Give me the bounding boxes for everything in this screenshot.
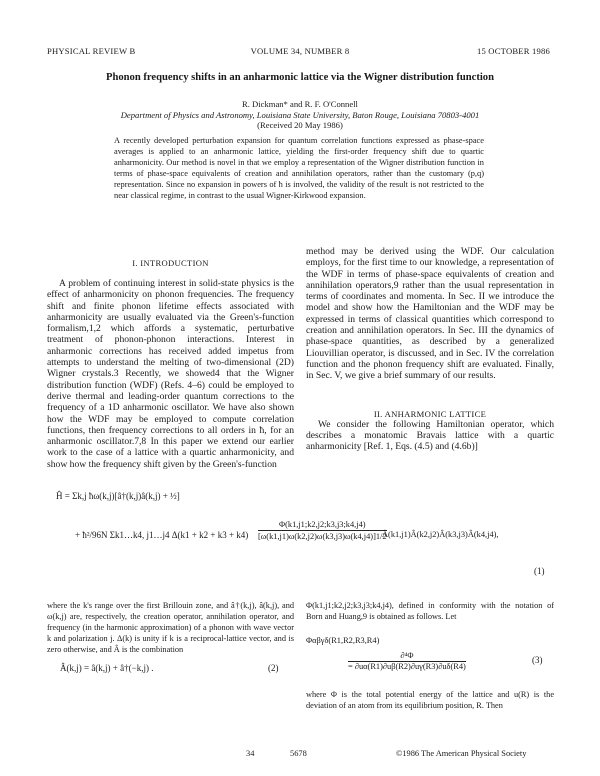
authors: R. Dickman* and R. F. O'Connell (242, 99, 358, 109)
received-date: (Received 20 May 1986) (257, 120, 343, 130)
affiliation: Department of Physics and Astronomy, Louisiana State University, Baton Rouge, Louisiana 70803-4001 (120, 110, 480, 120)
fraction-denominator: = ∂uα(R1)∂uβ(R2)∂uγ(R3)∂uδ(R4) (348, 662, 466, 671)
equation-1-tail: Â(k1,j1)Â(k2,j2)Â(k3,j3)Â(k4,j4), (382, 530, 499, 539)
paragraph: A problem of continuing interest in solid-state physics is the effect of anharmonicity on phonon frequencies. The frequency shift and finite phonon lifetime effects associated with anharmonicity are usually evaluated via the Green's-function formalism,1,2 which affords a systematic, perturbative treatment of phonon-phonon interactions. Interest in anharmonic corrections has received added impetus from attempts to understand the melting of two-dimensional (2D) Wigner crystals.3 Recently, we showed4 that the Wigner distribution function (WDF) (Refs. 4–6) could be employed to derive thermal and leading-order quantum corrections to the frequency of a 1D anharmonic oscillator. We have also shown how the WDF may be employed to compute correlation functions, then frequency corrections to all orders in ħ, for an anharmonic oscillator.7,8 In this paper we extend our earlier work to the case of a lattice with a quartic anharmonicity, and show how the frequency shift given by the Green's-function (47, 278, 294, 470)
issue-date: 15 OCTOBER 1986 (476, 46, 550, 56)
equation-3-fraction (348, 651, 466, 671)
fraction-denominator: [ω(k1,j1)ω(k2,j2)ω(k3,j3)ω(k4,j4)]1/2 (258, 532, 387, 541)
abstract: A recently developed perturbation expansion for quantum correlation functions expressed as phase-space averages is applied to an anharmonic lattice, yielding the first-order frequency shift due to quartic anharmonicity. Our method is novel in that we employ a representation of the Wigner distribution function in terms of phase-space equivalents of creation and annihilation operators, rather than the customary (p,q) representation. Since no expansion in powers of ħ is involved, the validity of the result is not restricted to the near classical regime, in contrast to the usual Wigner-Kirkwood expansion. (114, 136, 484, 201)
section-heading-introduction: I. INTRODUCTION (132, 258, 209, 268)
equation-1-fraction (258, 520, 387, 541)
column-three-text: where the k's range over the first Brillouin zone, and â†(k,j), â(k,j), and ω(k,j) are, respectively, the creation operator, annihilation operator, and frequency (in the harmonic approximation) of a phonon with wave vector k and polarization j. Δ(k) is unity if k is a reciprocal-lattice vector, and is zero otherwise, and Â is the combination (47, 601, 294, 654)
introduction-text (47, 268, 294, 470)
column-four-continued: where Φ is the total potential energy of the lattice and u(R) is the deviation of an atom from its equilibrium position, R. Then (306, 690, 554, 710)
equation-3-lhs: Φαβγδ(R1,R2,R3,R4) (306, 636, 380, 645)
column-four-text: Φ(k1,j1;k2,j2;k3,j3;k4,j4), defined in conformity with the notation of Born and Huang,9 is obtained as follows. Let (306, 601, 554, 621)
fraction-numerator: Φ(k1,j1;k2,j2;k3,j3;k4,j4) (258, 520, 387, 531)
volume-mark: 34 (246, 749, 255, 758)
journal-name: PHYSICAL REVIEW B (47, 46, 136, 56)
column-two (306, 246, 554, 452)
paragraph: We consider the following Hamiltonian operator, which describes a monatomic Bravais lattice with a quartic anharmonicity [Ref. 1, Eqs. (4.5) and (4.6b)] (306, 418, 554, 453)
copyright: ©1986 The American Physical Society (396, 749, 527, 758)
equation-1-line-2: + ħ²/96N Σk1…k4, j1…j4 Δ(k1 + k2 + k3 + k4) (75, 530, 249, 540)
paper-title: Phonon frequency shifts in an anharmonic lattice via the Wigner distribution function (106, 72, 494, 83)
volume-number: VOLUME 34, NUMBER 8 (250, 46, 350, 56)
equation-1-number: (1) (534, 566, 545, 576)
equation-2: Â(k,j) = â(k,j) + â†(−k,j) . (60, 663, 154, 673)
page-number: 5678 (290, 749, 307, 758)
equation-2-number: (2) (268, 663, 279, 673)
equation-1-line-1: Ĥ = Σk,j ħω(k,j)[â†(k,j)â(k,j) + ½] (56, 491, 180, 501)
paragraph: method may be derived using the WDF. Our calculation employs, for the first time to our knowledge, a representation of the WDF in terms of phase-space equivalents of creation and annihilation operators,9 rather than the usual representation in terms of coordinates and momenta. In Sec. II we introduce the model and show how the Hamiltonian and the WDF may be expressed in terms of classical quantities which correspond to creation and annihilation operators. In Sec. III the dynamics of phase-space quantities, as described by a generalized Liouvillian operator, is discussed, and in Sec. IV the correlation function and the phonon frequency shift are evaluated. Finally, in Sec. V, we give a brief summary of our results. (306, 246, 554, 382)
equation-3-number: (3) (532, 655, 543, 665)
section-heading-anharmonic-lattice: II. ANHARMONIC LATTICE (373, 409, 487, 419)
fraction-numerator: ∂⁴Φ (348, 651, 466, 662)
